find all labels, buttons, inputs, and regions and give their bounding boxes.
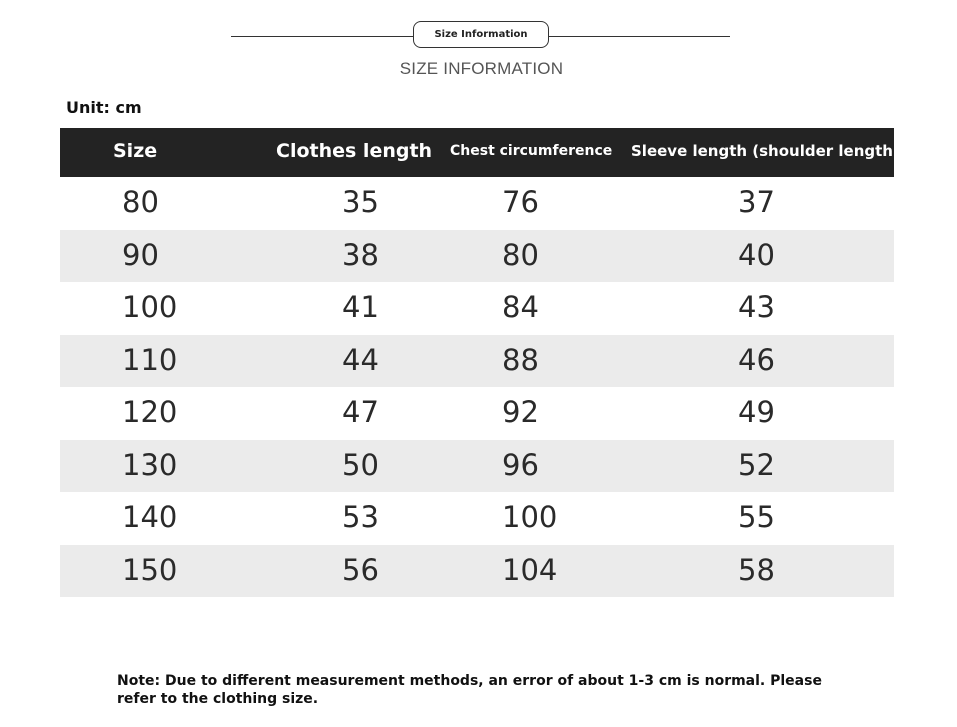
title-divider-left [231,36,414,37]
cell-sleeve: 55 [738,500,775,534]
cell-chest: 100 [502,500,558,534]
cell-size: 100 [122,290,178,324]
header-chest-circumference: Chest circumference [450,143,613,159]
cell-chest: 92 [502,395,539,429]
cell-clothes-length: 50 [342,447,379,482]
cell-clothes-length: 38 [342,237,379,272]
cell-sleeve: 46 [738,342,775,377]
cell-chest: 76 [502,185,539,219]
table-row [60,282,894,335]
title-pill: Size Information [413,21,549,48]
cell-size: 80 [122,185,159,219]
cell-size: 110 [122,342,178,377]
cell-chest: 80 [502,237,539,272]
table-row [60,440,894,493]
cell-clothes-length: 41 [342,290,379,324]
cell-clothes-length: 53 [342,500,379,534]
cell-chest: 104 [502,552,558,587]
page-subtitle: SIZE INFORMATION [399,59,564,78]
cell-sleeve: 37 [738,185,775,219]
table-row [60,177,894,230]
cell-clothes-length: 44 [342,342,379,377]
header-clothes-length: Clothes length [276,140,433,162]
cell-size: 140 [122,500,178,534]
cell-clothes-length: 47 [342,395,379,429]
cell-clothes-length: 35 [342,185,379,219]
cell-size: 130 [122,447,178,482]
cell-clothes-length: 56 [342,552,379,587]
table-row [60,230,894,283]
unit-label: Unit: cm [66,98,142,117]
cell-sleeve: 43 [738,290,775,324]
cell-chest: 96 [502,447,539,482]
header-sleeve-length: Sleeve length (shoulder length) [631,142,900,160]
table-header [60,128,900,177]
table-row [60,387,894,440]
table-row [60,492,894,545]
cell-chest: 84 [502,290,539,324]
table-row [60,335,894,388]
cell-chest: 88 [502,342,539,377]
cell-sleeve: 40 [738,237,775,272]
title-divider-right [549,36,730,37]
cell-sleeve: 49 [738,395,775,429]
table-row [60,545,894,598]
header-size: Size [113,140,158,162]
cell-size: 120 [122,395,178,429]
cell-size: 150 [122,552,178,587]
size-table [60,128,900,597]
cell-size: 90 [122,237,159,272]
measurement-note: Note: Due to different measurement methods, an error of about 1-3 cm is normal. Please refer to the clothing size. [117,673,822,707]
cell-sleeve: 52 [738,447,775,482]
cell-sleeve: 58 [738,552,775,587]
